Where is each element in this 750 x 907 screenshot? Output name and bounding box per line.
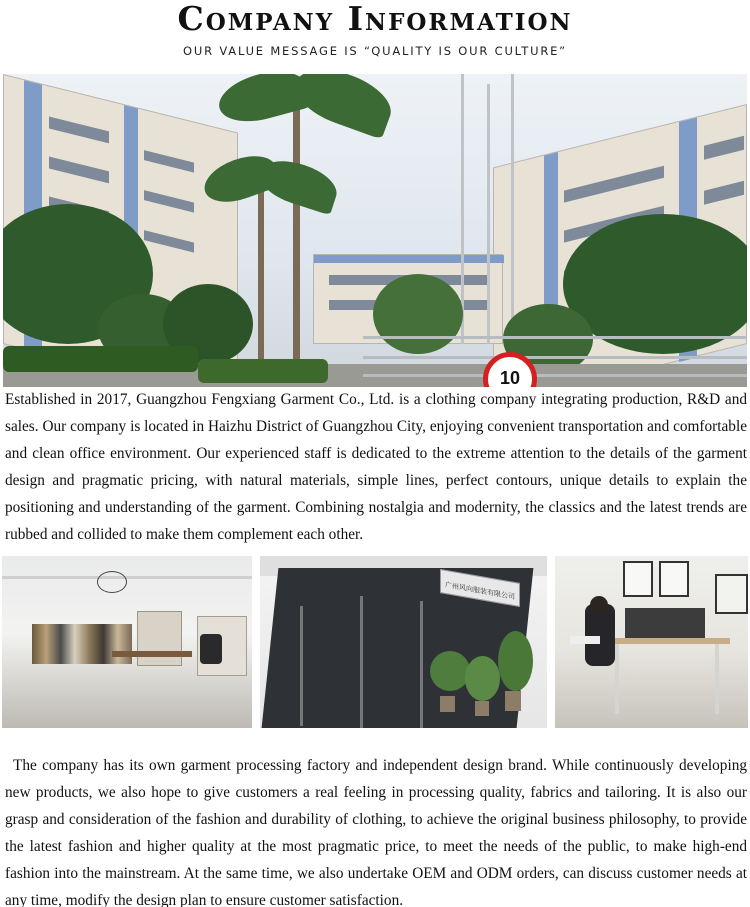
storefront-photo xyxy=(260,556,547,728)
page-header xyxy=(0,0,750,74)
page-title: Company Information xyxy=(177,0,573,38)
showroom-photo xyxy=(2,556,252,728)
campus-photo xyxy=(3,74,747,387)
storefront-sign: 广州风向服装有限公司 xyxy=(445,580,515,602)
business-paragraph: The company has its own garment processing factory and independent design brand. While continuously developing new products, we also hope to give customers a real feeling in processing quality, fabrics and tailoring. It is also our grasp and consideration of the fashion and durability of clothing, to achieve the original business philosophy, to provide the latest fashion and higher quality at the most pragmatic price, to meet the needs of the public, to make high-end fashion into the mainstream. At the same time, we also undertake OEM and ODM orders, can discuss customer needs at any time, modify the design plan to ensure customer satisfaction. xyxy=(5,757,747,907)
page-subtitle: OUR VALUE MESSAGE IS “QUALITY IS OUR CULTURE” xyxy=(183,44,567,58)
intro-paragraph: Established in 2017, Guangzhou Fengxiang Garment Co., Ltd. is a clothing company integrating production, R&D and sales. Our company is located in Haizhu District of Guangzhou City, enjoying convenient transportation and comfortable and clean office environment. Our experienced staff is dedicated to the extreme attention to the details of the garment design and pragmatic pricing, with natural materials, simple lines, perfect contours, unique details to explain the positioning and understanding of the garment. Combining nostalgia and modernity, the classics and the latest trends are rubbed and collided to make them complement each other. xyxy=(5,391,747,543)
speed-limit-sign-text: 10 xyxy=(499,368,521,387)
office-photo xyxy=(555,556,748,728)
